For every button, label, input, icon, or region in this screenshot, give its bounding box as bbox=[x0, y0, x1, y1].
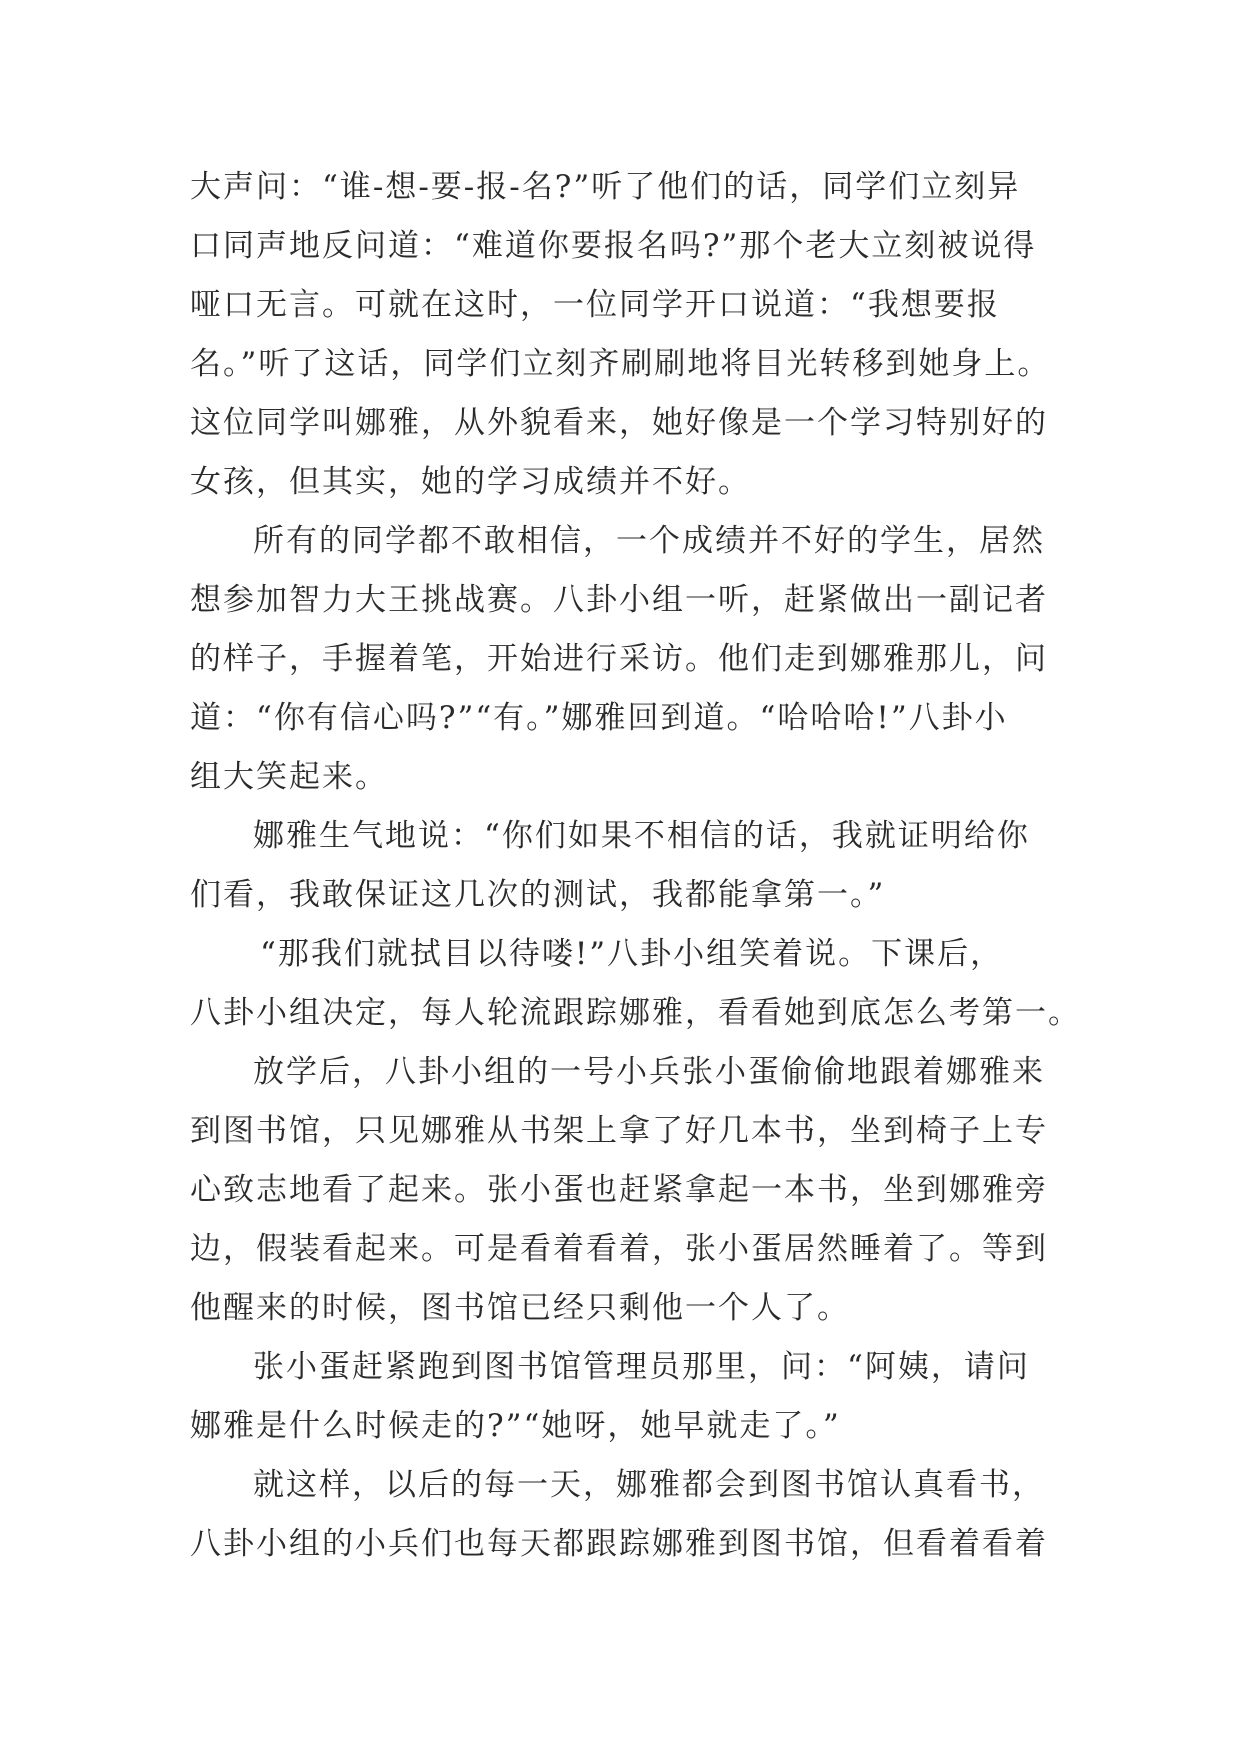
text-line: 心致志地看了起来。张小蛋也赶紧拿起一本书，坐到娜雅旁 bbox=[190, 1172, 1048, 1208]
text-line: 边，假装看起来。可是看着看着，张小蛋居然睡着了。等到 bbox=[190, 1231, 1048, 1267]
text-line: 想参加智力大王挑战赛。八卦小组一听，赶紧做出一副记者 bbox=[190, 582, 1048, 618]
text-line: 娜雅是什么时候走的?”“她呀，她早就走了。” bbox=[190, 1408, 841, 1444]
story-text bbox=[190, 158, 1081, 1574]
text-line: 八卦小组的小兵们也每天都跟踪娜雅到图书馆，但看着看着 bbox=[190, 1526, 1048, 1562]
text-line: 大声问：“谁-想-要-报-名?”听了他们的话，同学们立刻异 bbox=[190, 169, 1021, 205]
text-line: 到图书馆，只见娜雅从书架上拿了好几本书，坐到椅子上专 bbox=[190, 1113, 1048, 1149]
paragraph-start-line: 放学后，八卦小组的一号小兵张小蛋偷偷地跟着娜雅来 bbox=[253, 1054, 1045, 1090]
text-line: 的样子，手握着笔，开始进行采访。他们走到娜雅那儿，问 bbox=[190, 641, 1048, 677]
text-line: 他醒来的时候，图书馆已经只剩他一个人了。 bbox=[190, 1290, 850, 1326]
text-line: 哑口无言。可就在这时，一位同学开口说道：“我想要报 bbox=[190, 287, 1000, 323]
text-line: 组大笑起来。 bbox=[190, 759, 388, 795]
text-line: 道：“你有信心吗?”“有。”娜雅回到道。“哈哈哈!”八卦小 bbox=[190, 700, 1008, 736]
text-line: 八卦小组决定，每人轮流跟踪娜雅，看看她到底怎么考第一。 bbox=[190, 995, 1081, 1031]
text-line: 女孩，但其实，她的学习成绩并不好。 bbox=[190, 464, 751, 500]
paragraph-start-line: 就这样，以后的每一天，娜雅都会到图书馆认真看书， bbox=[253, 1467, 1045, 1503]
paragraph-start-line: “那我们就拭目以待喽!”八卦小组笑着说。下课后， bbox=[260, 936, 1004, 972]
paragraph-start-line: 所有的同学都不敢相信，一个成绩并不好的学生，居然 bbox=[253, 523, 1045, 559]
text-line: 口同声地反问道：“难道你要报名吗?”那个老大立刻被说得 bbox=[190, 228, 1037, 264]
text-line: 名。”听了这话，同学们立刻齐刷刷地将目光转移到她身上。 bbox=[190, 346, 1051, 382]
paragraph-start-line: 娜雅生气地说：“你们如果不相信的话，我就证明给你 bbox=[253, 818, 1030, 854]
text-line: 们看，我敢保证这几次的测试，我都能拿第一。” bbox=[190, 877, 886, 913]
text-line: 这位同学叫娜雅，从外貌看来，她好像是一个学习特别好的 bbox=[190, 405, 1048, 441]
paragraph-start-line: 张小蛋赶紧跑到图书馆管理员那里，问：“阿姨，请问 bbox=[253, 1349, 1030, 1385]
